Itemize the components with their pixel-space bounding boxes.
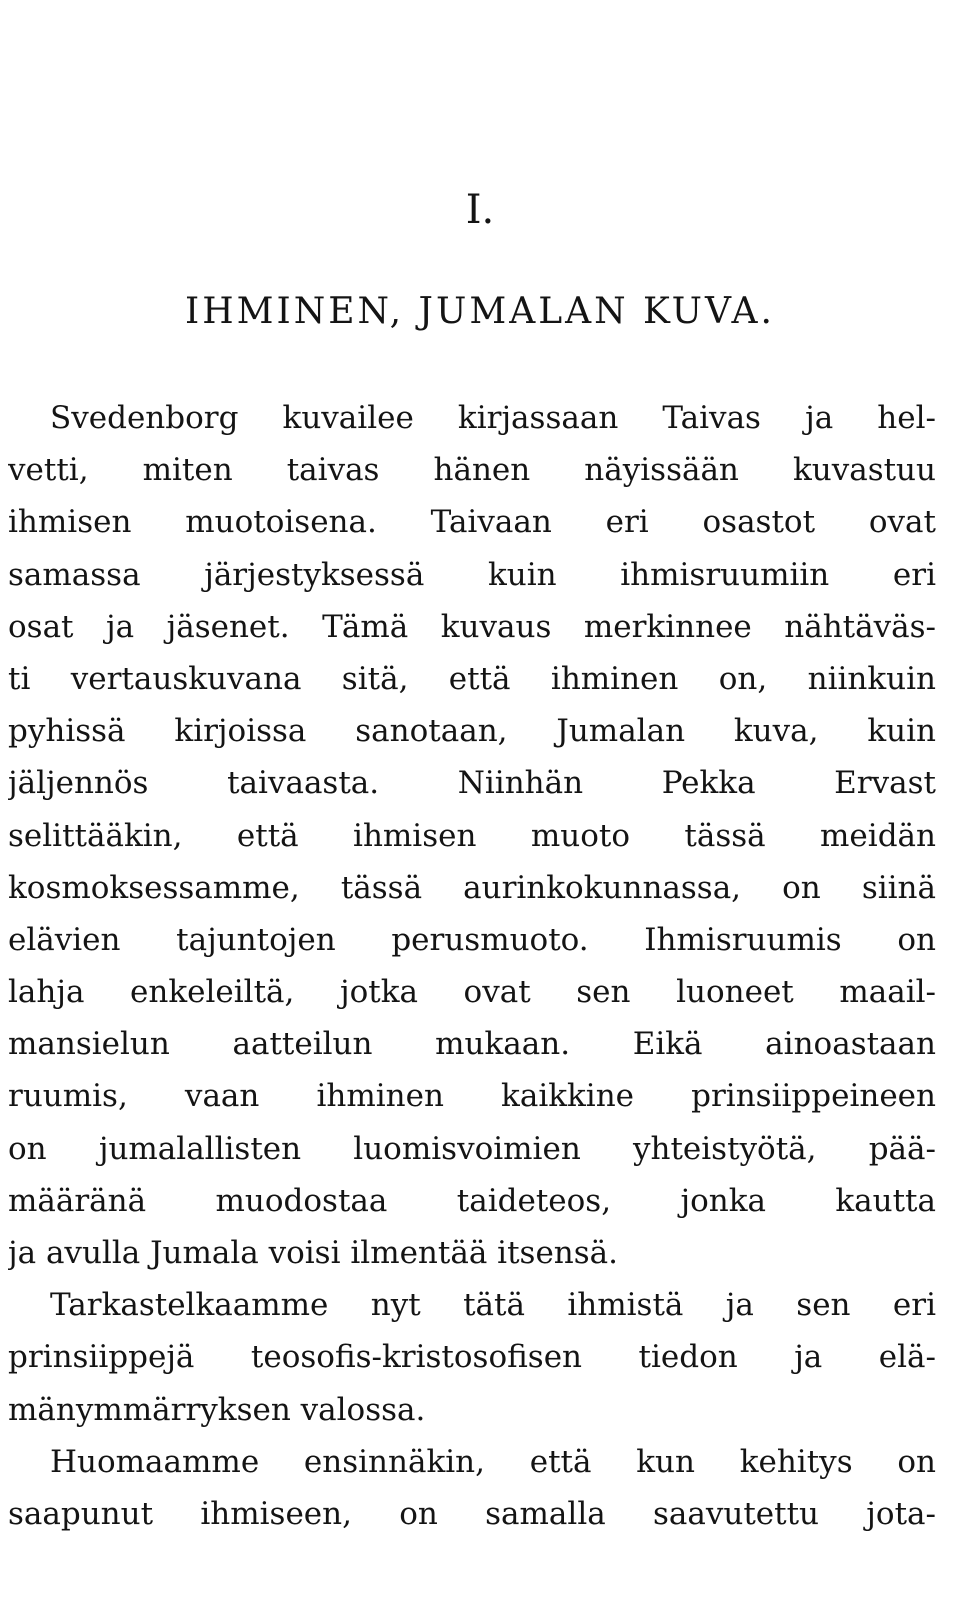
text-line: jäljennös taivaasta. Niinhän Pekka Ervast [8,765,936,802]
text-line: lahja enkeleiltä, jotka ovat sen luoneet maail- [8,974,936,1011]
text-line: elävien tajuntojen perusmuoto. Ihmisruumis on [8,921,936,958]
text-line: on jumalallisten luomisvoimien yhteistyötä, pää- [8,1130,936,1167]
text-line: Svedenborg kuvailee kirjassaan Taivas ja hel- [50,400,936,436]
text-line: selittääkin, että ihmisen muoto tässä meidän [8,817,936,854]
text-line: saapunut ihmiseen, on samalla saavutettu jota- [8,1495,936,1532]
text-line: ruumis, vaan ihminen kaikkine prinsiippeineen [8,1078,936,1115]
text-line: prinsiippejä teosofis-kristosofisen tiedon ja elä- [8,1339,936,1376]
body-text [8,392,936,1540]
chapter-title: IHMINEN, JUMALAN KUVA. [185,291,775,332]
text-line: vetti, miten taivas hänen näyissään kuvastuu [8,452,936,489]
text-line: pyhissä kirjoissa sanotaan, Jumalan kuva, kuin [8,713,936,750]
text-line: määränä muodostaa taideteos, jonka kautta [8,1182,936,1219]
text-line: Huomaamme ensinnäkin, että kun kehitys on [50,1443,936,1480]
chapter-number: I. [465,187,495,233]
text-line: ihmisen muotoisena. Taivaan eri osastot ovat [8,504,936,541]
text-line: kosmoksessamme, tässä aurinkokunnassa, on siinä [8,869,936,906]
text-line: ti vertauskuvana sitä, että ihminen on, niinkuin [8,660,936,697]
text-line: osat ja jäsenet. Tämä kuvaus merkinnee nähtäväs- [8,608,936,645]
text-line: Tarkastelkaamme nyt tätä ihmistä ja sen eri [50,1287,936,1324]
text-line: mansielun aatteilun mukaan. Eikä ainoastaan [8,1026,936,1063]
text-line: samassa järjestyksessä kuin ihmisruumiin eri [8,556,936,593]
text-line: mänymmärryksen valossa. [8,1391,426,1428]
text-line: ja avulla Jumala voisi ilmentää itsensä. [8,1235,619,1271]
